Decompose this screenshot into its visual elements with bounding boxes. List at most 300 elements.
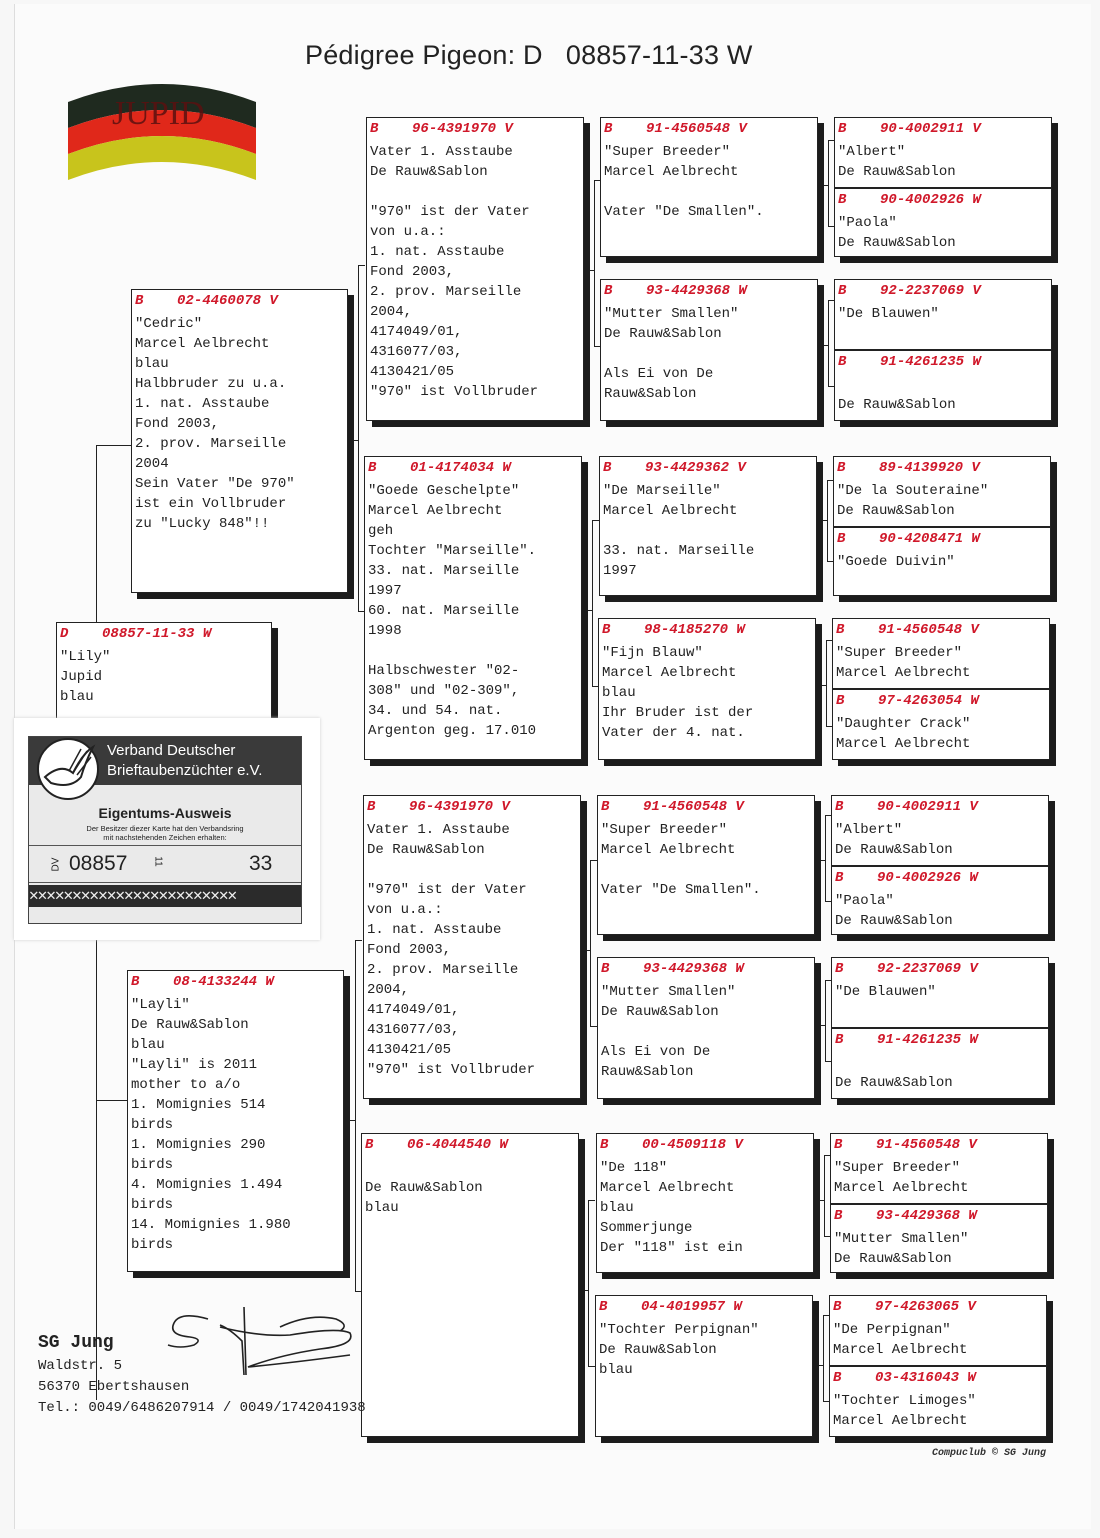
card-text-line: 4316077/03, bbox=[370, 344, 463, 360]
ring-header bbox=[601, 798, 811, 820]
card-text-line: 34. und 54. nat. bbox=[368, 703, 503, 719]
ring-header bbox=[602, 621, 812, 643]
card-text-line: 1. Momignies 290 bbox=[131, 1137, 266, 1153]
ring-header bbox=[368, 459, 578, 481]
great-great-grandparent-card bbox=[831, 957, 1049, 1028]
card-text-line: Sein Vater "De 970" bbox=[135, 476, 295, 492]
card-text-line: "970" ist der Vater bbox=[370, 204, 530, 220]
country-code: B bbox=[603, 460, 612, 476]
grandparent-card bbox=[364, 456, 582, 760]
note-line2: mit nachstehenden Zeichen erhalten: bbox=[103, 833, 227, 842]
connector-line bbox=[813, 1365, 823, 1366]
ring-number: 91-4261235 W bbox=[877, 1032, 978, 1048]
card-text-line: 33. nat. Marseille bbox=[368, 563, 520, 579]
great-great-grandparent-card bbox=[833, 527, 1051, 596]
card-text-line: De Rauw&Sablon bbox=[834, 1251, 952, 1267]
country-code: B bbox=[602, 622, 611, 638]
spacer bbox=[139, 974, 173, 990]
org-name-line2: Brieftaubenzüchter e.V. bbox=[107, 762, 263, 779]
card-text-line: Marcel Aelbrecht bbox=[834, 1180, 969, 1196]
ring-header bbox=[835, 1031, 1045, 1053]
card-text-line: 1. nat. Asstaube bbox=[135, 396, 270, 412]
ring-number: 92-2237069 V bbox=[880, 283, 981, 299]
logo-text: JUPID bbox=[112, 95, 205, 132]
card-text-line: "De 118" bbox=[600, 1160, 668, 1176]
country-code: B bbox=[599, 1299, 608, 1315]
ring-header bbox=[365, 1136, 575, 1158]
country-code: B bbox=[835, 870, 844, 886]
country-code: B bbox=[836, 693, 845, 709]
card-text-line: De Rauw&Sablon bbox=[131, 1017, 249, 1033]
spacer bbox=[609, 799, 643, 815]
spacer bbox=[376, 460, 410, 476]
great-grandparent-card bbox=[597, 795, 815, 935]
card-text-line: blau bbox=[131, 1037, 165, 1053]
ring-header bbox=[835, 960, 1045, 982]
spacer bbox=[143, 293, 177, 309]
card-text-line bbox=[368, 641, 578, 661]
spacer bbox=[841, 1299, 875, 1315]
grandparent-card bbox=[361, 1133, 579, 1437]
card-text-line: Vater "De Smallen". bbox=[604, 204, 764, 220]
ring-number: 00-4509118 V bbox=[642, 1137, 743, 1153]
card-text-line: Marcel Aelbrecht bbox=[603, 503, 738, 519]
ring-header bbox=[131, 973, 340, 995]
connector-line bbox=[816, 685, 826, 686]
card-text-line: De Rauw&Sablon bbox=[838, 164, 956, 180]
card-text-line: "Cedric" bbox=[135, 316, 203, 332]
ring-number: 91-4560548 V bbox=[876, 1137, 977, 1153]
great-grandparent-card bbox=[600, 117, 818, 257]
spacer bbox=[846, 121, 880, 137]
card-text-line: blau bbox=[599, 1362, 633, 1378]
ring-number: 90-4002911 V bbox=[877, 799, 978, 815]
card-text-line: "Tochter Perpignan" bbox=[599, 1322, 759, 1338]
great-great-grandparent-card bbox=[834, 117, 1052, 188]
spacer bbox=[842, 1137, 876, 1153]
card-text-line: Halbbruder zu u.a. bbox=[135, 376, 287, 392]
ring-header bbox=[835, 798, 1045, 820]
ownership-card bbox=[14, 718, 320, 940]
card-text-line: 4130421/05 bbox=[367, 1042, 452, 1058]
card-text-line: Vater 1. Asstaube bbox=[370, 144, 513, 160]
country-code: B bbox=[838, 354, 847, 370]
card-text-line: Marcel Aelbrecht bbox=[135, 336, 270, 352]
card-text-line: "970" ist Vollbruder bbox=[370, 384, 539, 400]
ring-prefix: DV bbox=[50, 857, 62, 872]
ring-number: 97-4263065 V bbox=[875, 1299, 976, 1315]
great-great-grandparent-card bbox=[834, 350, 1052, 421]
great-great-grandparent-card bbox=[831, 1028, 1049, 1099]
card-text-line: Der "118" ist ein bbox=[600, 1240, 743, 1256]
card-text-line: Vater der 4. nat. bbox=[602, 725, 745, 741]
card-text-line: Fond 2003, bbox=[135, 416, 220, 432]
country-code: B bbox=[835, 1032, 844, 1048]
ring-number: 90-4002911 V bbox=[880, 121, 981, 137]
card-text-line bbox=[365, 1158, 575, 1178]
card-text-line bbox=[835, 1053, 1045, 1073]
spacer bbox=[842, 1208, 876, 1224]
card-text-line: Rauw&Sablon bbox=[601, 1064, 694, 1080]
card-text-line: Vater "De Smallen". bbox=[601, 882, 761, 898]
card-text-line: 2. prov. Marseille bbox=[135, 436, 287, 452]
country-code: B bbox=[368, 460, 377, 476]
country-code: B bbox=[834, 1137, 843, 1153]
card-text-line: "De Blauwen" bbox=[838, 306, 939, 322]
card-text-line: mother to a/o bbox=[131, 1077, 241, 1093]
card-text-line bbox=[601, 1022, 811, 1042]
great-grandparent-card bbox=[598, 618, 816, 760]
card-text-line bbox=[604, 344, 814, 364]
card-text-line: "Super Breeder" bbox=[836, 645, 963, 661]
card-text-line: Als Ei von De bbox=[601, 1044, 711, 1060]
ring-header bbox=[833, 1298, 1043, 1320]
ring-number: 06-4044540 W bbox=[407, 1137, 508, 1153]
grandparent-card bbox=[366, 117, 584, 421]
ring-count: 33 bbox=[249, 852, 273, 875]
ring-number: 08857-11-33 W bbox=[102, 626, 212, 642]
spacer bbox=[843, 870, 877, 886]
spacer bbox=[608, 1137, 642, 1153]
spacer bbox=[846, 283, 880, 299]
ring-number: 90-4002926 W bbox=[880, 192, 981, 208]
card-text-line: 4316077/03, bbox=[367, 1022, 460, 1038]
ring-header bbox=[600, 1136, 810, 1158]
ring-number: 90-4208471 W bbox=[879, 531, 980, 547]
ring-header bbox=[834, 1207, 1044, 1229]
pigeon-emblem-icon bbox=[33, 736, 103, 803]
connector-line bbox=[344, 1120, 355, 1121]
card-text-line: 2004, bbox=[367, 982, 410, 998]
ring-header bbox=[834, 1136, 1044, 1158]
card-text-line: blau bbox=[600, 1200, 634, 1216]
ring-number: 91-4261235 W bbox=[880, 354, 981, 370]
card-text-line: De Rauw&Sablon bbox=[604, 326, 722, 342]
connector-bracket bbox=[590, 860, 597, 1027]
ring-number: 93-4429368 W bbox=[876, 1208, 977, 1224]
card-text-line: birds bbox=[131, 1237, 174, 1253]
country-code: B bbox=[600, 1137, 609, 1153]
card-text-line: blau bbox=[602, 685, 636, 701]
card-text-line: "Goede Duivin" bbox=[837, 554, 955, 570]
card-text-line: zu "Lucky 848"!! bbox=[135, 516, 270, 532]
card-text-line: von u.a.: bbox=[370, 224, 446, 240]
country-code: B bbox=[835, 961, 844, 977]
card-text-line: "970" ist Vollbruder bbox=[367, 1062, 536, 1078]
country-code: B bbox=[837, 531, 846, 547]
spacer bbox=[611, 460, 645, 476]
card-text-line: "De Perpignan" bbox=[833, 1322, 951, 1338]
great-great-grandparent-card bbox=[832, 689, 1050, 760]
ring-number: 92-2237069 V bbox=[877, 961, 978, 977]
card-text-line: "Paola" bbox=[835, 893, 894, 909]
spacer bbox=[612, 121, 646, 137]
card-text-line: 1997 bbox=[368, 583, 402, 599]
country-code: D bbox=[60, 626, 69, 642]
ring-number: 91-4560548 V bbox=[643, 799, 744, 815]
card-text-line: blau bbox=[60, 689, 94, 705]
card-text-line: Jupid bbox=[60, 669, 103, 685]
card-text-line: De Rauw&Sablon bbox=[838, 235, 956, 251]
ring-number: 97-4263054 W bbox=[878, 693, 979, 709]
owner-phone: Tel.: 0049/6486207914 / 0049/1742041938 bbox=[38, 1400, 366, 1416]
ring-header bbox=[135, 292, 344, 314]
connector-line bbox=[814, 1200, 824, 1201]
card-text-line: Marcel Aelbrecht bbox=[602, 665, 737, 681]
card-text-line: "De Marseille" bbox=[603, 483, 721, 499]
spacer bbox=[843, 1032, 877, 1048]
card-text-line bbox=[603, 521, 813, 541]
card-text-line: von u.a.: bbox=[367, 902, 443, 918]
spacer bbox=[375, 799, 409, 815]
ring-header bbox=[370, 120, 580, 142]
ring-number: 91-4560548 V bbox=[646, 121, 747, 137]
card-text-line: "Super Breeder" bbox=[601, 822, 728, 838]
card-text-line: blau bbox=[135, 356, 169, 372]
card-text-line bbox=[367, 860, 577, 880]
card-text-line: 4174049/01, bbox=[370, 324, 463, 340]
great-great-grandparent-card bbox=[832, 618, 1050, 689]
sire-card bbox=[131, 289, 348, 593]
ring-header bbox=[835, 869, 1045, 891]
document-title: Eigentums-Ausweis bbox=[98, 805, 232, 821]
card-text-line: 1. nat. Asstaube bbox=[367, 922, 502, 938]
ring-number: 93-4429368 W bbox=[646, 283, 747, 299]
country-code: B bbox=[833, 1299, 842, 1315]
card-text-line: 308" und "02-309", bbox=[368, 683, 520, 699]
card-text-line: Marcel Aelbrecht bbox=[833, 1342, 968, 1358]
country-code: B bbox=[601, 961, 610, 977]
card-text-line: geh bbox=[368, 523, 394, 539]
card-text-line: Vater 1. Asstaube bbox=[367, 822, 510, 838]
card-text-line: birds bbox=[131, 1157, 174, 1173]
card-text-line: "De Blauwen" bbox=[835, 984, 936, 1000]
card-text-line: Marcel Aelbrecht bbox=[601, 842, 736, 858]
card-text-line: Ihr Bruder ist der bbox=[602, 705, 754, 721]
great-great-grandparent-card bbox=[830, 1204, 1048, 1273]
card-text-line: Fond 2003, bbox=[370, 264, 455, 280]
card-text-line: De Rauw&Sablon bbox=[837, 503, 955, 519]
ring-header bbox=[60, 625, 268, 647]
card-text-line: 1998 bbox=[368, 623, 402, 639]
document-note bbox=[29, 824, 301, 842]
card-text-line: "Paola" bbox=[838, 215, 897, 231]
connector-line bbox=[579, 1290, 588, 1291]
connector-bracket bbox=[588, 1200, 595, 1367]
card-text-line: "Lily" bbox=[60, 649, 111, 665]
great-grandparent-card bbox=[599, 456, 817, 596]
great-grandparent-card bbox=[597, 957, 815, 1099]
ring-number: 93-4429362 V bbox=[645, 460, 746, 476]
card-text-line: "Layli" is 2011 bbox=[131, 1057, 258, 1073]
ring-header bbox=[603, 459, 813, 481]
card-text-line: birds bbox=[131, 1117, 174, 1133]
connector-line bbox=[348, 440, 358, 441]
card-text-line: "Mutter Smallen" bbox=[604, 306, 739, 322]
spacer bbox=[843, 799, 877, 815]
card-text-line: 4. Momignies 1.494 bbox=[131, 1177, 283, 1193]
spacer bbox=[845, 460, 879, 476]
subject-card bbox=[56, 622, 272, 722]
ring-number: 91-4560548 V bbox=[878, 622, 979, 638]
great-great-grandparent-card bbox=[830, 1133, 1048, 1204]
spacer bbox=[845, 531, 879, 547]
ring-number: 04-4019957 W bbox=[641, 1299, 742, 1315]
ring-number: 93-4429368 W bbox=[643, 961, 744, 977]
country-code: B bbox=[370, 121, 379, 137]
card-text-line: Marcel Aelbrecht bbox=[836, 736, 971, 752]
card-text-line: 2. prov. Marseille bbox=[370, 284, 522, 300]
ring-number: 96-4391970 V bbox=[409, 799, 510, 815]
ring-header bbox=[599, 1298, 809, 1320]
card-text-line: Marcel Aelbrecht bbox=[600, 1180, 735, 1196]
ring-header bbox=[838, 191, 1048, 213]
spacer bbox=[846, 192, 880, 208]
card-text-line: "Mutter Smallen" bbox=[834, 1231, 969, 1247]
card-text-line: 2. prov. Marseille bbox=[367, 962, 519, 978]
connector-line bbox=[814, 1025, 825, 1026]
ring-header bbox=[838, 120, 1048, 142]
card-text-line: Marcel Aelbrecht bbox=[604, 164, 739, 180]
card-text-line: De Rauw&Sablon bbox=[835, 913, 953, 929]
card-text-line: 33. nat. Marseille bbox=[603, 543, 755, 559]
card-text-line: blau bbox=[365, 1200, 399, 1216]
card-text-line: ist ein Vollbruder bbox=[135, 496, 287, 512]
great-grandparent-card bbox=[595, 1295, 813, 1437]
country-code: B bbox=[836, 622, 845, 638]
country-code: B bbox=[604, 121, 613, 137]
spacer bbox=[844, 693, 878, 709]
great-grandparent-card bbox=[596, 1133, 814, 1273]
ring-header bbox=[601, 960, 811, 982]
great-grandparent-card bbox=[600, 279, 818, 421]
connector-line bbox=[96, 445, 131, 446]
card-text-line: De Rauw&Sablon bbox=[835, 1075, 953, 1091]
ring-number: 03-4316043 W bbox=[875, 1370, 976, 1386]
ring-header bbox=[833, 1369, 1043, 1391]
spacer bbox=[609, 961, 643, 977]
card-text-line: 4174049/01, bbox=[367, 1002, 460, 1018]
country-code: B bbox=[835, 799, 844, 815]
card-text-line: De Rauw&Sablon bbox=[835, 842, 953, 858]
great-great-grandparent-card bbox=[834, 188, 1052, 257]
card-text-line: Argenton geg. 17.010 bbox=[368, 723, 537, 739]
ring-header bbox=[367, 798, 577, 820]
footer-credit: Compuclub © SG Jung bbox=[932, 1448, 1047, 1459]
card-text-line bbox=[604, 182, 814, 202]
card-text-line: De Rauw&Sablon bbox=[370, 164, 488, 180]
owner-city: 56370 Ebertshausen bbox=[38, 1379, 190, 1395]
connector-line bbox=[818, 345, 828, 346]
great-great-grandparent-card bbox=[831, 866, 1049, 935]
connector-line bbox=[816, 520, 827, 521]
ring-number: 02-4460078 V bbox=[177, 293, 278, 309]
ring-number: 08857 bbox=[69, 852, 128, 875]
great-great-grandparent-card bbox=[829, 1295, 1047, 1366]
card-text-line: "Super Breeder" bbox=[834, 1160, 961, 1176]
connector-line bbox=[582, 610, 592, 611]
spacer bbox=[846, 354, 880, 370]
card-text-line: Halbschwester "02- bbox=[368, 663, 520, 679]
card-text-line: De Rauw&Sablon bbox=[838, 397, 956, 413]
spacer bbox=[68, 626, 102, 642]
ring-number: 89-4139920 V bbox=[879, 460, 980, 476]
ring-year: 11 bbox=[152, 856, 164, 867]
page-title: Pédigree Pigeon: D 08857-11-33 W bbox=[305, 40, 753, 70]
ownership-card-pattern: ✕✕✕✕✕✕✕✕✕✕✕✕✕✕✕✕✕✕✕✕✕✕✕✕ bbox=[29, 885, 301, 907]
card-text-line: Marcel Aelbrecht bbox=[836, 665, 971, 681]
ring-header bbox=[836, 692, 1046, 714]
card-text-line: 1. nat. Asstaube bbox=[370, 244, 505, 260]
card-text-line: 14. Momignies 1.980 bbox=[131, 1217, 291, 1233]
card-text-line: "De la Souteraine" bbox=[837, 483, 989, 499]
ring-number: 08-4133244 W bbox=[173, 974, 274, 990]
connector-line bbox=[584, 270, 594, 271]
card-text-line: Tochter "Marseille". bbox=[368, 543, 537, 559]
country-code: B bbox=[131, 974, 140, 990]
ring-number: 98-4185270 W bbox=[644, 622, 745, 638]
card-text-line: Als Ei von De bbox=[604, 366, 714, 382]
country-code: B bbox=[367, 799, 376, 815]
country-code: B bbox=[601, 799, 610, 815]
ring-header bbox=[604, 120, 814, 142]
country-code: B bbox=[604, 283, 613, 299]
ring-number-row bbox=[29, 845, 301, 883]
ring-header bbox=[838, 282, 1048, 304]
card-text-line: "Super Breeder" bbox=[604, 144, 731, 160]
connector-line bbox=[96, 1100, 127, 1101]
note-line1: Der Besitzer diezer Karte hat den Verbandsring bbox=[86, 824, 244, 833]
ring-header bbox=[837, 530, 1047, 552]
spacer bbox=[844, 622, 878, 638]
card-text-line: Rauw&Sablon bbox=[604, 386, 697, 402]
card-text-line: De Rauw&Sablon bbox=[365, 1180, 483, 1196]
card-text-line: Marcel Aelbrecht bbox=[833, 1413, 968, 1429]
ring-header bbox=[604, 282, 814, 304]
card-text-line: "Fijn Blauw" bbox=[602, 645, 703, 661]
card-text-line: Sommerjunge bbox=[600, 1220, 693, 1236]
ring-number: 96-4391970 V bbox=[412, 121, 513, 137]
great-great-grandparent-card bbox=[831, 795, 1049, 866]
card-text-line: "Tochter Limoges" bbox=[833, 1393, 976, 1409]
dam-card bbox=[127, 970, 344, 1272]
ring-header bbox=[838, 353, 1048, 375]
card-text-line: 2004 bbox=[135, 456, 169, 472]
card-text-line: "Goede Geschelpte" bbox=[368, 483, 520, 499]
card-text-line bbox=[838, 375, 1048, 395]
great-great-grandparent-card bbox=[833, 456, 1051, 527]
card-text-line: 1. Momignies 514 bbox=[131, 1097, 266, 1113]
owner-name: SG Jung bbox=[38, 1333, 114, 1353]
connector-line bbox=[814, 860, 825, 861]
country-code: B bbox=[838, 283, 847, 299]
card-text-line: De Rauw&Sablon bbox=[599, 1342, 717, 1358]
ring-header bbox=[837, 459, 1047, 481]
country-code: B bbox=[838, 192, 847, 208]
ownership-card-header bbox=[29, 737, 301, 785]
country-code: B bbox=[834, 1208, 843, 1224]
card-text-line: De Rauw&Sablon bbox=[601, 1004, 719, 1020]
country-code: B bbox=[365, 1137, 374, 1153]
owner-street: Waldstr. 5 bbox=[38, 1358, 123, 1374]
card-text-line: "Albert" bbox=[835, 822, 903, 838]
connector-line bbox=[818, 185, 828, 186]
card-text-line: 60. nat. Marseille bbox=[368, 603, 520, 619]
country-code: B bbox=[833, 1370, 842, 1386]
card-text-line: Marcel Aelbrecht bbox=[368, 503, 503, 519]
card-text-line bbox=[370, 182, 580, 202]
owner-block bbox=[38, 1330, 366, 1419]
